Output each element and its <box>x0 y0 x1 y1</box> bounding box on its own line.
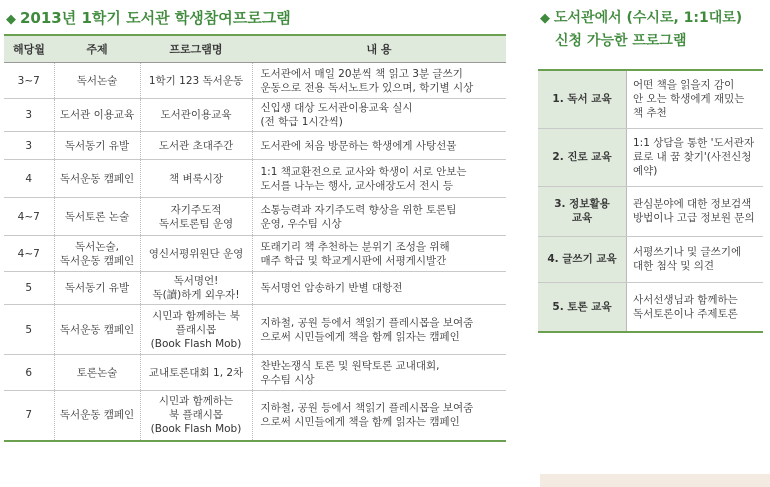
cell-month: 5 <box>4 272 54 305</box>
side-program-row <box>538 186 763 236</box>
cell-topic: 독서토론 논술 <box>54 198 140 236</box>
side-program-name: 3. 정보활용 교육 <box>538 186 627 236</box>
main-program-title-text: 2013년 1학기 도서관 학생참여프로그램 <box>20 9 291 27</box>
cell-program: 영신서평위원단 운영 <box>140 236 252 272</box>
header-program: 프로그램명 <box>140 35 252 63</box>
side-program-name: 2. 진로 교육 <box>538 128 627 186</box>
side-title-line2: 신청 가능한 프로그램 <box>555 33 687 49</box>
cell-month: 3~7 <box>4 63 54 99</box>
side-program-desc: 서평쓰기나 및 글쓰기에 대한 첨삭 및 의견 <box>627 236 764 282</box>
cell-month: 5 <box>4 305 54 355</box>
cell-topic: 독서운동 캠페인 <box>54 160 140 198</box>
cell-program: 도서관이용교육 <box>140 99 252 132</box>
side-program-name: 4. 글쓰기 교육 <box>538 236 627 282</box>
table-row <box>4 355 506 391</box>
main-program-title <box>6 7 291 28</box>
cell-content: 독서명언 암송하기 반별 대항전 <box>252 272 506 305</box>
side-program-name: 1. 독서 교육 <box>538 70 627 128</box>
side-title-line1: 도서관에서 (수시로, 1:1대로) <box>554 10 743 26</box>
cell-topic: 독서동기 유발 <box>54 132 140 160</box>
cell-topic: 독서동기 유발 <box>54 272 140 305</box>
side-program-row <box>538 128 763 186</box>
cell-content: 도서관에 처음 방문하는 학생에게 사탕선물 <box>252 132 506 160</box>
decorative-footer-bar <box>540 474 770 487</box>
side-program-row <box>538 282 763 332</box>
cell-month: 3 <box>4 99 54 132</box>
header-content: 내 용 <box>252 35 506 63</box>
cell-program: 자기주도적 독서토론팀 운영 <box>140 198 252 236</box>
cell-content: 신입생 대상 도서관이용교육 실시 (전 학급 1시간씩) <box>252 99 506 132</box>
table-row <box>4 236 506 272</box>
cell-content: 도서관에서 매일 20분씩 책 읽고 3분 글쓰기 운동으로 전용 독서노트가 있으며, 학기별 시상 <box>252 63 506 99</box>
cell-topic: 독서운동 캠페인 <box>54 305 140 355</box>
header-month: 해당월 <box>4 35 54 63</box>
side-program-desc: 1:1 상담을 통한 '도서관자 료로 내 꿈 찾기'(사전신청 예약) <box>627 128 764 186</box>
cell-content: 지하철, 공원 등에서 책읽기 플레시몹을 보여줌 으로써 시민들에게 책을 함께 읽자는 캠페인 <box>252 391 506 441</box>
cell-content: 또래기리 책 추천하는 분위기 조성을 위해 매주 학급 및 학교게시판에 서평게시발간 <box>252 236 506 272</box>
cell-program: 시민과 함께하는 북 플래시몹 (Book Flash Mob) <box>140 305 252 355</box>
cell-content: 1:1 책교환전으로 교사와 학생이 서로 안보는 도서를 나누는 행사, 교사애장도서 전시 등 <box>252 160 506 198</box>
cell-month: 6 <box>4 355 54 391</box>
cell-topic: 독서운동 캠페인 <box>54 391 140 441</box>
cell-month: 7 <box>4 391 54 441</box>
table-row <box>4 160 506 198</box>
cell-topic: 독서논술, 독서운동 캠페인 <box>54 236 140 272</box>
table-row <box>4 391 506 441</box>
program-schedule-table <box>4 34 506 442</box>
side-program-name: 5. 토론 교육 <box>538 282 627 332</box>
cell-month: 4 <box>4 160 54 198</box>
table-row <box>4 99 506 132</box>
side-program-desc: 사서선생님과 함께하는 독서토론이나 주제토론 <box>627 282 764 332</box>
side-program-desc: 관심분야에 대한 정보검색 방법이나 고급 정보원 문의 <box>627 186 764 236</box>
table-row <box>4 272 506 305</box>
table-row <box>4 305 506 355</box>
cell-month: 3 <box>4 132 54 160</box>
cell-program: 시민과 함께하는 북 플래시몹 (Book Flash Mob) <box>140 391 252 441</box>
table-row <box>4 198 506 236</box>
side-program-title <box>540 7 742 52</box>
diamond-bullet-icon: ◆ <box>540 11 550 26</box>
table-row <box>4 63 506 99</box>
cell-program: 독서명언! 독(讀)하게 외우자! <box>140 272 252 305</box>
side-program-row <box>538 70 763 128</box>
on-demand-program-table <box>538 69 763 333</box>
cell-topic: 독서논술 <box>54 63 140 99</box>
cell-content: 찬반논쟁식 토론 및 원탁토론 교내대회, 우수팀 시상 <box>252 355 506 391</box>
cell-program: 1학기 123 독서운동 <box>140 63 252 99</box>
table-row <box>4 132 506 160</box>
cell-program: 교내토론대회 1, 2차 <box>140 355 252 391</box>
cell-program: 도서관 초대주간 <box>140 132 252 160</box>
table-header-row <box>4 35 506 63</box>
cell-month: 4~7 <box>4 236 54 272</box>
side-program-desc: 어떤 책을 읽을지 감이 안 오는 학생에게 재밌는 책 추천 <box>627 70 764 128</box>
cell-topic: 도서관 이용교육 <box>54 99 140 132</box>
cell-content: 지하철, 공원 등에서 책읽기 플레시몹을 보여줌 으로써 시민들에게 책을 함께 읽자는 캠페인 <box>252 305 506 355</box>
diamond-bullet-icon: ◆ <box>6 12 16 27</box>
side-program-row <box>538 236 763 282</box>
cell-topic: 토론논술 <box>54 355 140 391</box>
cell-program: 책 벼룩시장 <box>140 160 252 198</box>
header-topic: 주제 <box>54 35 140 63</box>
cell-content: 소통능력과 자기주도력 향상을 위한 토론팀 운영, 우수팀 시상 <box>252 198 506 236</box>
cell-month: 4~7 <box>4 198 54 236</box>
